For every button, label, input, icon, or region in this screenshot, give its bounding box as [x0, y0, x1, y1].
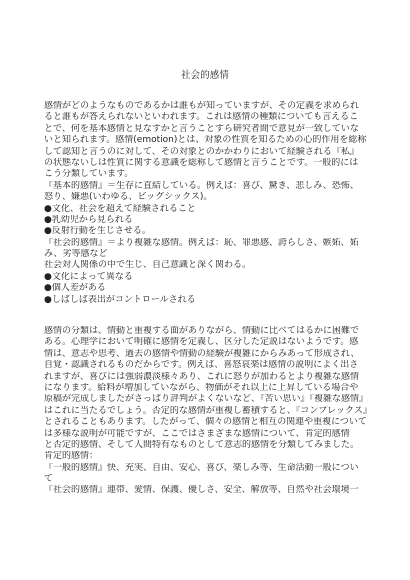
text-line: の状態ないしは性質に関する意識を総称して感情と言うことです。一般的には	[44, 157, 359, 168]
text-line: 感情の分類は、情動と重複する面がありながら、情動に比べてはるかに困難で	[44, 326, 360, 336]
text-line: 『基本的感情』＝生存に直結している。例えば：喜び、驚き、悲しみ、恐怖、	[44, 180, 359, 191]
text-line: 『一般的感情』快、充実、自由、安心、喜び、楽しみ等、生命活動一般につい	[44, 462, 359, 473]
text-line: 肯定的感情：	[44, 451, 99, 462]
bullet-item: ●しばしば表出がコントロールされる	[44, 294, 196, 305]
text-line: 自覚・認識されるものだからです。例えば、喜怒哀楽は感情の説明によく出さ	[44, 360, 359, 371]
text-line: こう分類しています。	[44, 169, 134, 180]
bullet-item: ●個人差がある	[44, 283, 106, 294]
text-line: して認知と言うのに対して、その対象とのかかわりにおいて経験される『私』	[44, 146, 359, 157]
text-line: と否定的感情、そして人間特有なものとして意志的感情を分類してみました。	[44, 439, 360, 450]
bullet-item: ●文化、社会を超えて経験されること	[44, 203, 196, 214]
text-line: ると誰もが答えられないといわれます。これは感情の種類についても言えるこ	[44, 112, 359, 123]
text-line: れますが、喜びには強弱濃淡様々あり、これに怒りが加わるとより複雑な感情	[44, 371, 360, 382]
paragraph-emotion-definition	[44, 101, 374, 306]
bullet-item: ●反射行動を生じさせる。	[44, 226, 151, 237]
document-title: 社会的感情	[181, 70, 229, 81]
text-line: になります。給料が増加していながら、物価がそれ以上に上昇している場合や	[44, 382, 359, 393]
text-line: 情は、意志や思考、過去の感情や情動の経験が複雑にからみあって形成され、	[44, 348, 360, 359]
text-line: とで、何を基本感情と見なすかと言うことすら研究者間で意見が一致していな	[44, 123, 359, 134]
text-line: いと知られます。感情(emotion)とは、対象の性質を知るための心的作用を総称	[44, 135, 367, 146]
text-line: はこれに当たるでしょう。否定的な感情が重複し蓄積すると、『コンプレックス』	[44, 405, 372, 416]
text-line: 『社会的感情』＝より複雑な感情。例えば：恥、罪悪感、誇らしさ、嫉妬、妬	[44, 237, 359, 248]
text-line: 社会対人関係の中で生じ、自己意識と深く関わる。	[44, 260, 252, 271]
text-line: 原稿が完成しましたがさっぱり評判がよくないなど、『苦い思い』『複雑な感情』	[44, 394, 369, 405]
text-line: み、劣等感など	[44, 249, 108, 260]
text-line: とされることもあります。したがって、個々の感情と相互の関連や重複について	[44, 417, 367, 428]
text-line: ある。心理学において明確に感情を定義し、区分した定説はないようです。感	[44, 337, 359, 348]
text-line: は多様な説明が可能ですが、ここではさまざまな感情について、肯定的感情	[44, 428, 350, 439]
text-line: て	[44, 474, 54, 485]
text-line: 怒り、嫌悪(いわゆる、ビッグシックス)。	[44, 192, 213, 203]
bullet-item: ●文化によって異なる	[44, 271, 133, 282]
text-line: 感情がどのようなものであるかは誰もが知っていますが、その定義を求められ	[44, 101, 360, 111]
bullet-item: ●乳幼児から見られる	[44, 214, 133, 225]
paragraph-emotion-classification	[44, 326, 374, 497]
text-line: 『社会的感情』連帯、愛情、保護、優しさ、安全、解放等、自然や社会環境一	[44, 485, 359, 496]
